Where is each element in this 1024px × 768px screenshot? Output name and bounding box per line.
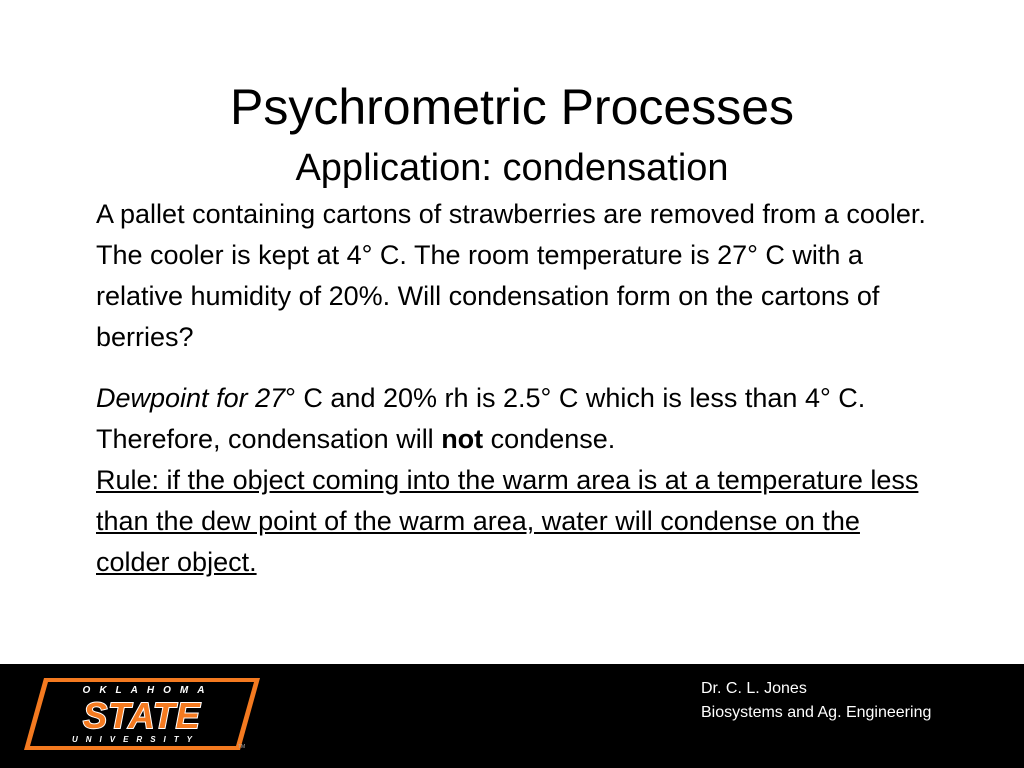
problem-paragraph: A pallet containing cartons of strawberries are removed from a cooler. The cooler is kept at 4° C. The room temperature is 27° C with a relative humidity of 20%. Will condensation form on the cartons of berries?: [96, 199, 926, 352]
slide-subtitle: Application: condensation: [295, 147, 729, 189]
author-name: Dr. C. L. Jones: [701, 680, 807, 697]
logo-trademark: TM: [238, 744, 246, 750]
logo-main-text: STATE: [83, 695, 201, 736]
logo-top-text: OKLAHOMA: [82, 685, 214, 696]
rule-text: Rule: if the object coming into the warm area is at a temperature less than the dew point of the warm area, water will condense on the colder object.: [96, 465, 919, 577]
slide-body: [96, 194, 926, 583]
answer-text: ° C and 20% rh is 2.5° C which is less than 4° C. Therefore, condensation will: [96, 383, 866, 454]
answer-bold-word: not: [441, 424, 484, 454]
answer-paragraph: [96, 378, 926, 460]
footer-credits: [701, 677, 931, 725]
osu-logo: [24, 678, 260, 750]
answer-text-end: condense.: [483, 424, 616, 454]
answer-italic-text: Dewpoint for 27: [96, 383, 286, 413]
slide-title: Psychrometric Processes: [229, 79, 795, 135]
footer-bar: [0, 664, 1024, 768]
department-name: Biosystems and Ag. Engineering: [701, 704, 932, 721]
logo-bottom-text: UNIVERSITY: [71, 735, 201, 744]
